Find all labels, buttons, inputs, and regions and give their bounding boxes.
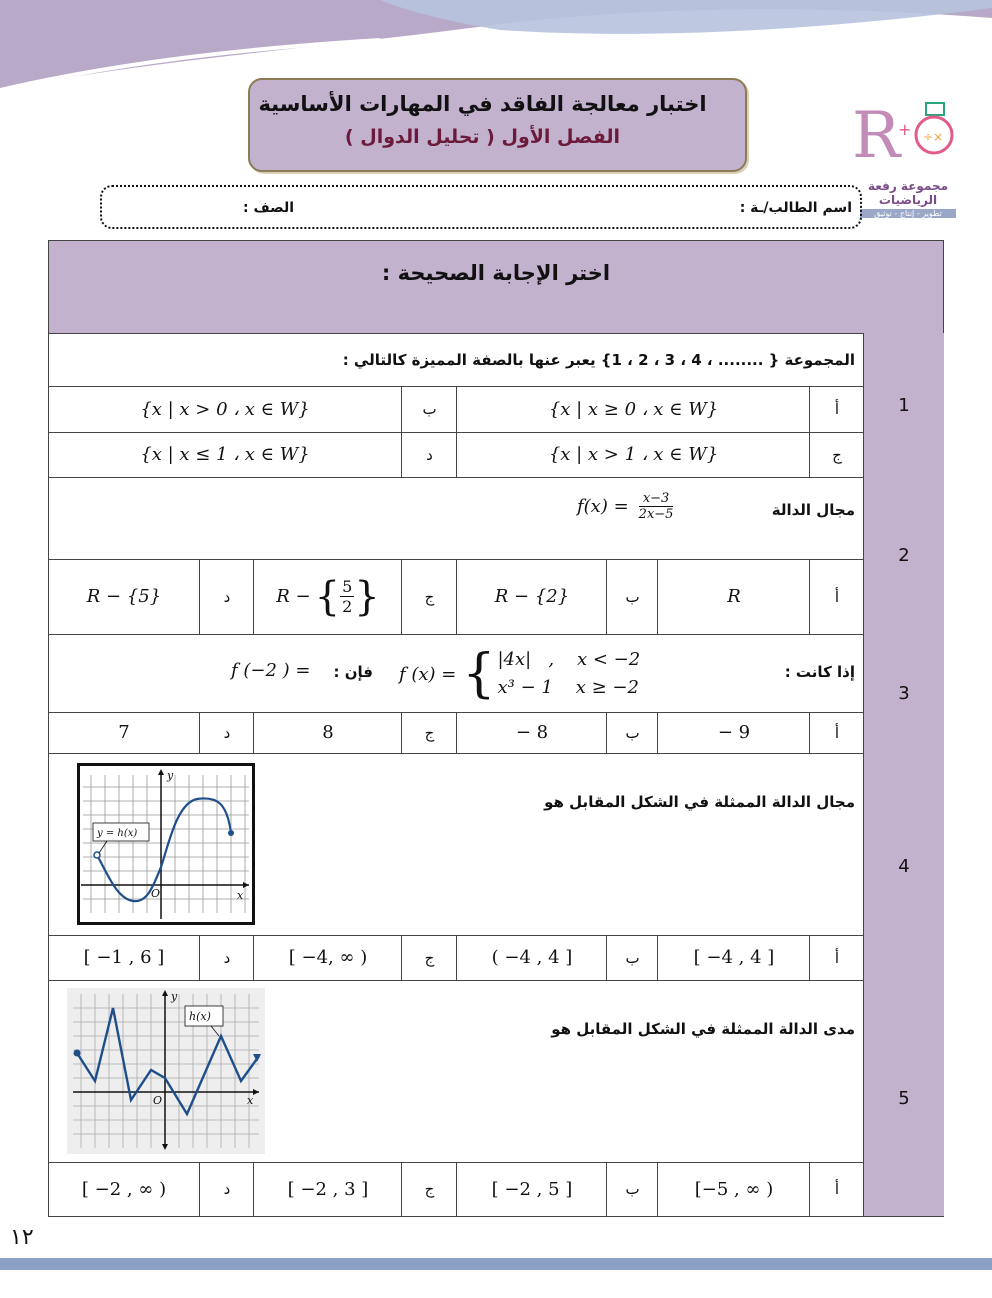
instructions-text: اختر الإجابة الصحيحة : [381, 261, 611, 285]
question-3-choices-row [49, 712, 863, 754]
question-3-then: فإن : [333, 663, 373, 681]
choice-text: R − {2} [494, 586, 570, 607]
axis-y-label: y [171, 990, 178, 1003]
choice-option[interactable] [456, 559, 607, 634]
student-name-label: اسم الطالب/ـة : [739, 200, 852, 216]
fraction-denominator: 2 [342, 597, 353, 616]
question-number: 4 [863, 753, 944, 981]
choice-option[interactable]: [ −1 , 6 ] [83, 947, 165, 968]
question-5-prompt: مدى الدالة الممثلة في الشكل المقابل هو [551, 1020, 855, 1038]
question-4-choices-row [49, 935, 863, 981]
choice-letter: أ [809, 386, 864, 432]
choice-option[interactable]: 8 [253, 712, 402, 753]
svg-text:+: + [898, 120, 912, 139]
choice-option[interactable]: 7 [118, 722, 130, 743]
choice-letter: ب [401, 386, 457, 432]
choice-letter: د [199, 559, 254, 634]
question-4-graph [77, 763, 255, 925]
logo-text: مجموعة رفعة الرياضيات [867, 179, 949, 207]
graph-label: h(x) [189, 1010, 211, 1023]
choice-letter: ج [401, 712, 457, 753]
logo-tagline: تطوير - إنتاج - توثيق [860, 209, 956, 218]
choice-option[interactable]: R [657, 559, 810, 634]
choice-letter: أ [809, 559, 864, 634]
choice-option[interactable]: [ −2 , 3 ] [253, 1162, 402, 1216]
logo [848, 95, 968, 218]
formula-denominator: 2x−5 [638, 507, 674, 522]
choice-option[interactable]: − 9 [657, 712, 810, 753]
choice-option[interactable]: {x | x > 0 ، x ∈ W} [140, 398, 310, 420]
choice-fraction [340, 577, 354, 616]
brace-icon: { [314, 573, 341, 620]
page-number: ١٢ [10, 1225, 34, 1250]
question-3-piecewise [399, 646, 640, 702]
choice-letter: ب [606, 1162, 658, 1216]
graph-label: y = h(x) [97, 828, 138, 839]
piecewise-cases [497, 646, 640, 702]
choice-letter: ج [401, 559, 457, 634]
choice-letter: ج [401, 935, 457, 980]
title-box [248, 78, 747, 172]
choice-option[interactable]: − 8 [456, 712, 607, 753]
brace-icon: } [354, 573, 380, 620]
axis-x-label: x [237, 889, 244, 902]
question-number: 3 [863, 634, 944, 754]
svg-text:÷×: ÷× [923, 130, 944, 144]
question-3-prompt: إذا كانت : [784, 663, 855, 681]
choice-option[interactable]: [ −2 , 5 ] [456, 1162, 607, 1216]
axis-y-label: y [167, 769, 174, 782]
question-2-formula [577, 491, 673, 522]
choice-option[interactable]: [ −4 , 4 ] [657, 935, 810, 980]
choice-option[interactable]: {x | x ≤ 1 ، x ∈ W} [140, 444, 310, 465]
origin-label: O [153, 1094, 163, 1107]
origin-label: O [151, 887, 161, 900]
piecewise-lhs: f (x) = [399, 663, 457, 685]
choice-letter: أ [809, 712, 864, 753]
choice-option[interactable]: [ −2 , ∞ ) [81, 1178, 167, 1200]
question-4-prompt-row [49, 753, 863, 936]
question-5-prompt-row [49, 980, 863, 1163]
choice-option[interactable]: [−5 , ∞ ) [657, 1162, 810, 1216]
formula-numerator: x−3 [639, 491, 674, 507]
student-class-label: الصف : [243, 200, 294, 216]
question-3-prompt-row [49, 634, 863, 713]
footer-bar [0, 1258, 992, 1270]
question-number: 2 [863, 477, 944, 635]
question-4-prompt: مجال الدالة الممثلة في الشكل المقابل هو [544, 793, 855, 811]
choice-letter: ج [809, 432, 864, 477]
page-subtitle: الفصل الأول ( تحليل الدوال ) [344, 126, 621, 148]
question-2-prompt-row [49, 477, 863, 560]
question-3-evaluate: f (−2 ) = [231, 660, 311, 681]
piecewise-case-1: |4x| , x < −2 [497, 649, 641, 670]
question-1-choices-row-2 [49, 432, 863, 478]
choice-letter: د [199, 935, 254, 980]
choice-letter: د [199, 1162, 254, 1216]
choice-letter: د [199, 712, 254, 753]
svg-text:R: R [852, 99, 901, 173]
piecewise-case-2: x³ − 1 x ≥ −2 [497, 677, 639, 698]
choice-letter: د [401, 432, 457, 477]
question-number: 5 [863, 980, 944, 1216]
formula-lhs: f(x) = [577, 496, 629, 517]
page-title: اختبار معالجة الفاقد في المهارات الأساسية [258, 92, 707, 116]
question-5-graph [67, 988, 265, 1154]
question-2-choices-row [49, 559, 863, 635]
formula-fraction [639, 491, 674, 522]
question-1-choices-row-1 [49, 386, 863, 433]
brace-icon: { [462, 644, 496, 704]
question-number: 1 [863, 333, 944, 478]
choice-letter: ب [606, 712, 658, 753]
choice-option[interactable]: {x | x > 1 ، x ∈ W} [456, 432, 810, 477]
choice-option[interactable]: {x | x ≥ 0 ، x ∈ W} [456, 386, 810, 432]
choice-letter: أ [809, 935, 864, 980]
choice-letter: أ [809, 1162, 864, 1216]
question-1-prompt: المجموعة { ........ ، 4 ، 3 ، 2 ، 1} يعبر عنها بالصفة المميزة كالتالي : [342, 351, 855, 369]
choice-option[interactable]: R − {5} [86, 586, 162, 607]
question-1-prompt-row [49, 333, 863, 387]
logo-mark-icon [848, 95, 968, 175]
choice-option[interactable]: ( −4 , 4 ] [456, 935, 607, 980]
choice-letter: ج [401, 1162, 457, 1216]
student-info-box [100, 185, 862, 229]
axis-x-label: x [247, 1094, 254, 1107]
fraction-numerator: 5 [342, 577, 353, 596]
choice-prefix: R − [276, 586, 311, 607]
question-5-choices-row [49, 1162, 863, 1216]
choice-letter: ب [606, 559, 658, 634]
question-2-prompt: مجال الدالة [771, 501, 855, 519]
instructions-header [49, 241, 943, 334]
question-table [48, 240, 944, 1217]
choice-option[interactable] [253, 559, 402, 634]
choice-option[interactable]: [ −4, ∞ ) [253, 935, 402, 980]
choice-letter: ب [606, 935, 658, 980]
